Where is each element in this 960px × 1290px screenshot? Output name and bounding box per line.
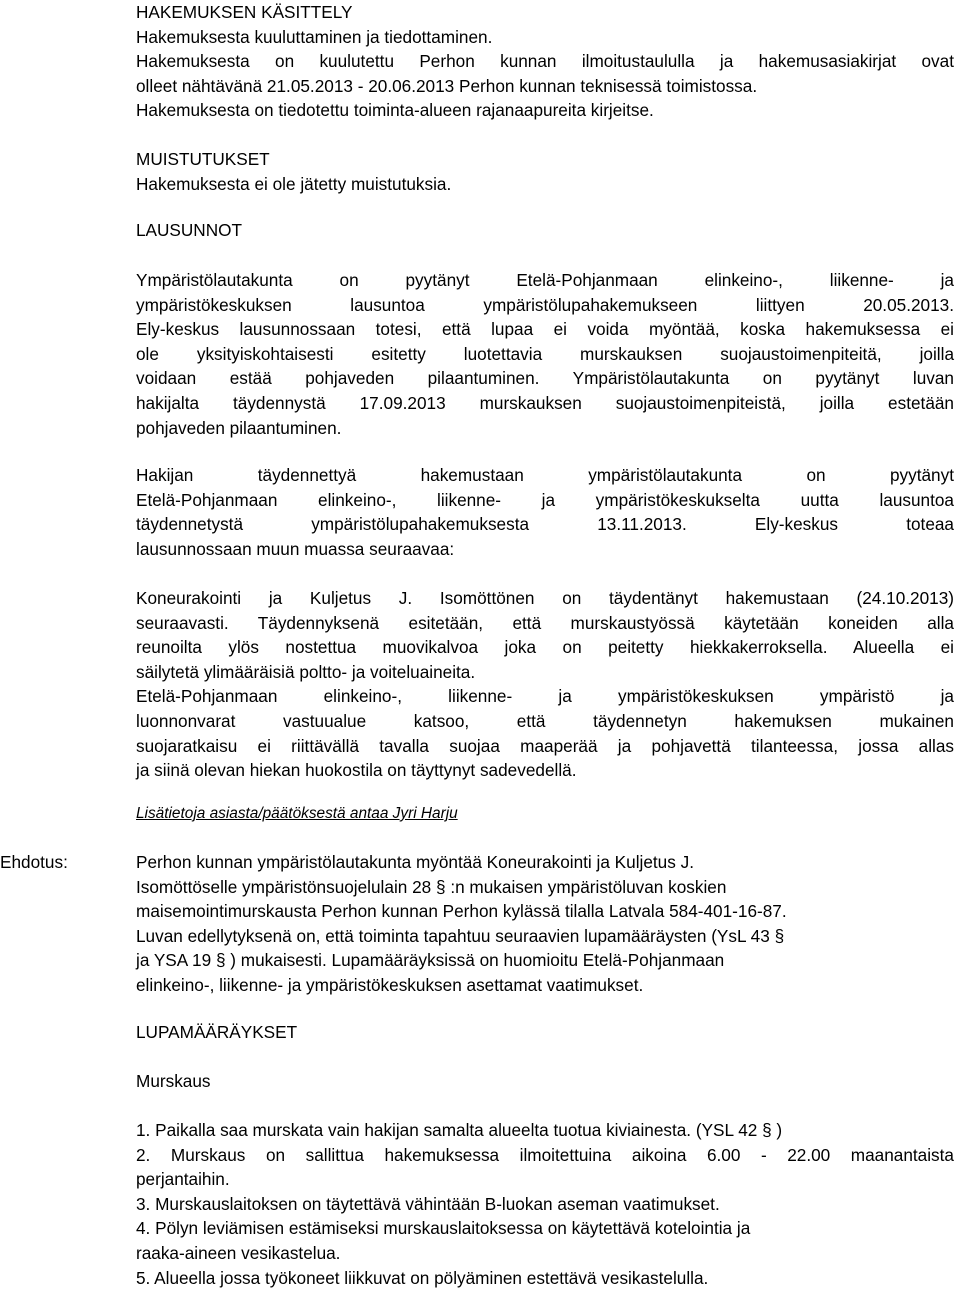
statement-line: lausunnossaan muun muassa seuraavaa: xyxy=(136,538,455,559)
condition-item: 5. Alueella jossa työkoneet liikkuvat on pölyäminen estettävä vesikastelulla. xyxy=(136,1267,709,1288)
condition-item: perjantaihin. xyxy=(136,1169,230,1190)
objections-section xyxy=(136,147,954,196)
condition-item: 1. Paikalla saa murskata vain hakijan samalta alueelta tuotua kiviainesta. (YSL 42 § ) xyxy=(136,1120,783,1140)
statements-paragraph-1 xyxy=(136,268,954,440)
handling-line: olleet nähtävänä 21.05.2013 - 20.06.2013 Perhon kunnan teknisessä toimistossa. xyxy=(136,75,758,96)
statements-paragraph-2 xyxy=(136,463,954,561)
statement-line: Koneurakointi ja Kuljetus J. Isomöttönen on täydentänyt hakemustaan (24.10.2013) xyxy=(136,588,954,608)
proposal-line: elinkeino-, liikenne- ja ympäristökeskuksen asettamat vaatimukset. xyxy=(136,974,644,995)
objections-line: Hakemuksesta ei ole jätetty muistutuksia. xyxy=(136,173,452,194)
statement-line: luonnonvarat vastuualue katsoo, että täydennetyn hakemuksen mukainen xyxy=(136,710,954,731)
handling-line: Hakemuksesta on kuulutettu Perhon kunnan ilmoitustaululla ja hakemusasiakirjat ovat xyxy=(136,51,954,72)
statement-line: täydennetystä ympäristölupahakemuksesta 13.11.2013. Ely-keskus toteaa xyxy=(136,514,954,535)
proposal-line: Isomöttöselle ympäristönsuojelulain 28 § :n mukaisen ympäristöluvan koskien xyxy=(136,876,727,897)
handling-line: Hakemuksesta on tiedotettu toiminta-alueen rajanaapureita kirjeitse. xyxy=(136,100,654,121)
statement-line: seuraavasti. Täydennyksenä esitetään, että murskaustyössä käytetään koneiden alla xyxy=(136,612,954,633)
statement-line: reunoilta ylös nostettua muovikalvoa joka on peitetty hiekkakerroksella. Alueella ei xyxy=(136,637,954,658)
statement-line: Etelä-Pohjanmaan elinkeino-, liikenne- ja ympäristökeskukselta uutta lausuntoa xyxy=(136,489,954,510)
condition-item: 4. Pölyn leviämisen estämiseksi murskauslaitoksessa on käytettävä kotelointia ja xyxy=(136,1218,751,1239)
statement-line: Ely-keskus lausunnossaan totesi, että lupaa ei voida myöntää, koska hakemuksessa ei xyxy=(136,319,954,340)
condition-item: 3. Murskauslaitoksen on täytettävä vähintään B-luokan aseman vaatimukset. xyxy=(136,1193,720,1214)
handling-section xyxy=(136,0,954,123)
conditions-subheading-block xyxy=(136,1069,954,1094)
conditions-list xyxy=(136,1118,954,1290)
proposal-line: maisemointimurskausta Perhon kunnan Perhon kylässä tilalla Latvala 584-401-16-87. xyxy=(136,901,787,922)
statement-line: ja siinä olevan hiekan huokostila on täyttynyt sadevedellä. xyxy=(136,760,577,781)
proposal-line: Perhon kunnan ympäristölautakunta myöntää Koneurakointi ja Kuljetus J. xyxy=(136,852,694,872)
statements-paragraph-3 xyxy=(136,586,954,783)
statement-line: Etelä-Pohjanmaan elinkeino-, liikenne- ja ympäristökeskuksen ympäristö ja xyxy=(136,686,954,707)
statement-line: ole yksityiskohtaisesti esitetty luotettavia murskauksen suojaustoimenpiteitä, joilla xyxy=(136,343,954,364)
proposal-line: Luvan edellytyksenä on, että toiminta tapahtuu seuraavien lupamääräysten (YsL 43 § xyxy=(136,925,785,946)
conditions-heading-block xyxy=(136,1020,954,1045)
statements-heading: LAUSUNNOT xyxy=(136,220,243,240)
condition-item: raaka-aineen vesikastelua. xyxy=(136,1242,341,1263)
contact-info: Lisätietoja asiasta/päätöksestä antaa Jyri Harju xyxy=(136,805,458,822)
objections-heading: MUISTUTUKSET xyxy=(136,149,270,169)
proposal-block xyxy=(136,850,954,998)
statement-line: voidaan estää pohjaveden pilaantuminen. Ympäristölautakunta on pyytänyt luvan xyxy=(136,368,954,389)
statement-line: suojaratkaisu ei riittävällä tavalla suojaa maaperää ja pohjavettä tilanteessa, jossa allas xyxy=(136,735,954,756)
statement-line: hakijalta täydennystä 17.09.2013 murskauksen suojaustoimenpiteistä, joilla estetään xyxy=(136,392,954,413)
statement-line: säilytetä ylimääräisiä poltto- ja voiteluaineita. xyxy=(136,661,476,682)
statement-line: ympäristökeskuksen lausuntoa ympäristölupahakemukseen liittyen 20.05.2013. xyxy=(136,294,954,315)
condition-item: 2. Murskaus on sallittua hakemuksessa ilmoitettuina aikoina 6.00 - 22.00 maanantaista xyxy=(136,1144,954,1165)
conditions-heading: LUPAMÄÄRÄYKSET xyxy=(136,1022,298,1042)
handling-heading: HAKEMUKSEN KÄSITTELY xyxy=(136,2,353,22)
statement-line: pohjaveden pilaantuminen. xyxy=(136,417,342,438)
info-block xyxy=(136,802,954,827)
proposal-label: Ehdotus: xyxy=(0,852,68,872)
statements-heading-block xyxy=(136,218,954,243)
conditions-subheading: Murskaus xyxy=(136,1071,211,1091)
statement-line: Hakijan täydennettyä hakemustaan ympäristölautakunta on pyytänyt xyxy=(136,465,954,485)
statement-line: Ympäristölautakunta on pyytänyt Etelä-Pohjanmaan elinkeino-, liikenne- ja xyxy=(136,270,954,290)
handling-line: Hakemuksesta kuuluttaminen ja tiedottaminen. xyxy=(136,26,493,47)
proposal-line: ja YSA 19 § ) mukaisesti. Lupamääräyksissä on huomioitu Etelä-Pohjanmaan xyxy=(136,950,725,971)
